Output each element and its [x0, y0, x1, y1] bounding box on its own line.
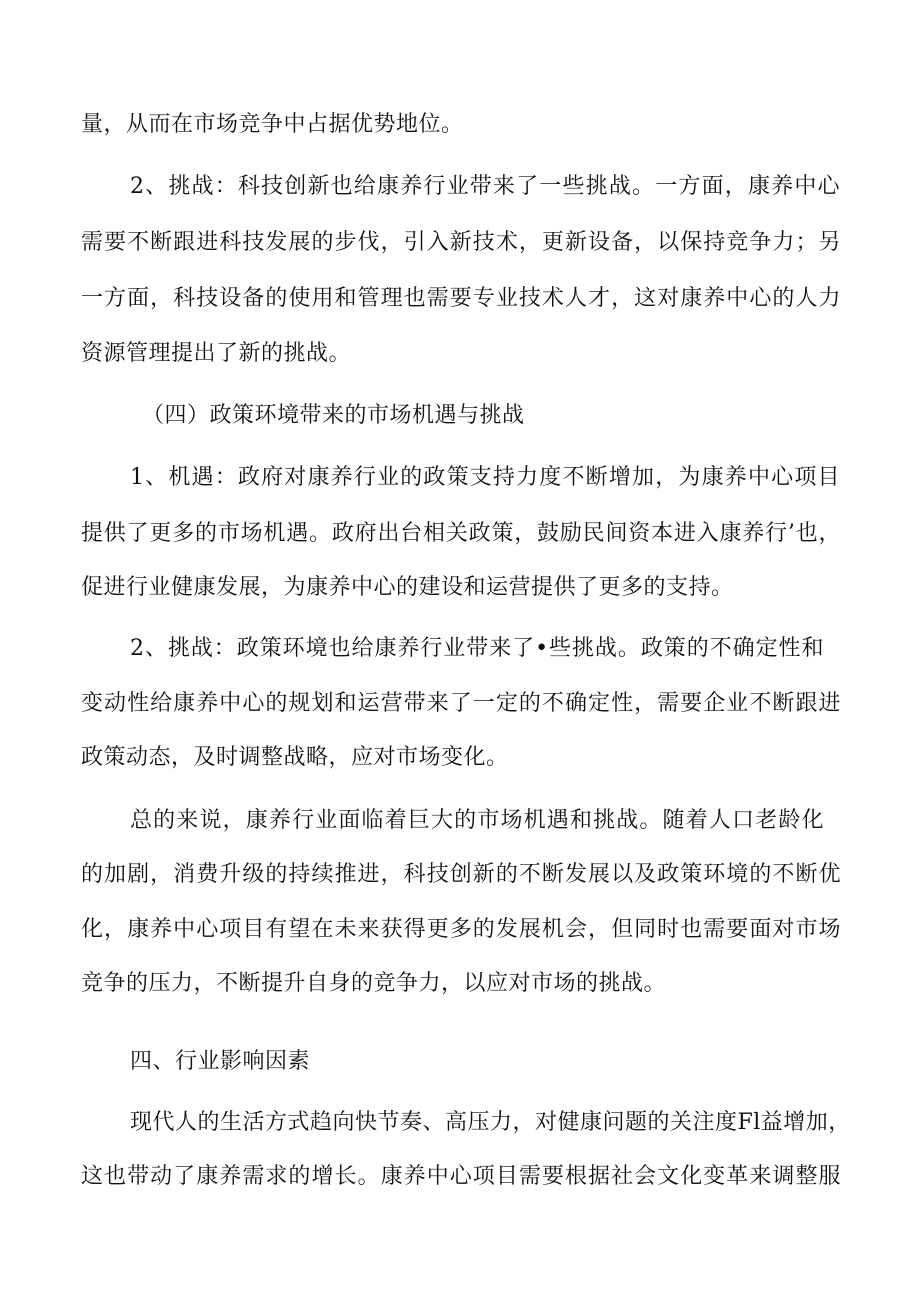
text-line-summary-3: 化，康养中心项目有望在未来获得更多的发展机会，但同时也需要面对市场: [81, 917, 841, 942]
text-line-tech-challenge-2: 需要不断跟进科技发展的步伐，引入新技术，更新设备，以保持竞争力；另: [81, 230, 841, 255]
text-line-lifestyle-2: 这也带动了康养需求的增长。康养中心项目需要根据社会文化变革来调整服: [81, 1164, 841, 1189]
text-line-summary-1: 总的来说，康养行业面临着巨大的市场机遇和挑战。随着人口老龄化: [130, 808, 824, 833]
text-line-tech-challenge-3: 一方面，科技设备的使用和管理也需要专业技术人才，这对康养中心的人力: [81, 286, 841, 311]
section-heading-policy-environment: （四）政策环境带来的市场机遇与挑战: [142, 403, 525, 428]
section-heading-industry-factors: 四、行业影响因素: [130, 1049, 311, 1074]
text-line-summary-4: 竞争的压力，不断提升自身的竞争力，以应对市场的挑战。: [81, 971, 667, 996]
text-line-policy-opportunity-2: 提供了更多的市场机遇。政府出台相关政策，鼓励民间资本进入康养行’也，: [81, 521, 841, 546]
text-line-policy-opportunity-3: 促进行业健康发展，为康养中心的建设和运营提供了更多的支持。: [81, 575, 734, 600]
text-line-tech-challenge-4: 资源管理提出了新的挑战。: [81, 341, 352, 366]
text-line-market-advantage: 量，从而在市场竞争中占据优势地位。: [81, 112, 464, 137]
text-line-policy-challenge-2: 变动性给康养中心的规划和运营带来了一定的不确定性，需要企业不断跟进: [81, 691, 841, 716]
text-line-summary-2: 的加剧，消费升级的持续推进，科技创新的不断发展以及政策环境的不断优: [81, 862, 841, 887]
text-line-policy-opportunity-1: 1、机遇：政府对康养行业的政策支持力度不断增加，为康养中心项目: [130, 465, 840, 490]
text-line-policy-challenge-1: 2、挑战：政策环境也给康养行业带来了•些挑战。政策的不确定性和: [130, 636, 824, 661]
text-line-lifestyle-1: 现代人的生活方式趋向快节奏、高压力，对健康问题的关注度Fl益增加，: [130, 1110, 851, 1135]
text-line-policy-challenge-3: 政策动态，及时调整战略，应对市场变化。: [81, 745, 509, 770]
text-line-tech-challenge-1: 2、挑战：科技创新也给康养行业带来了一些挑战。一方面，康养中心: [130, 174, 840, 199]
